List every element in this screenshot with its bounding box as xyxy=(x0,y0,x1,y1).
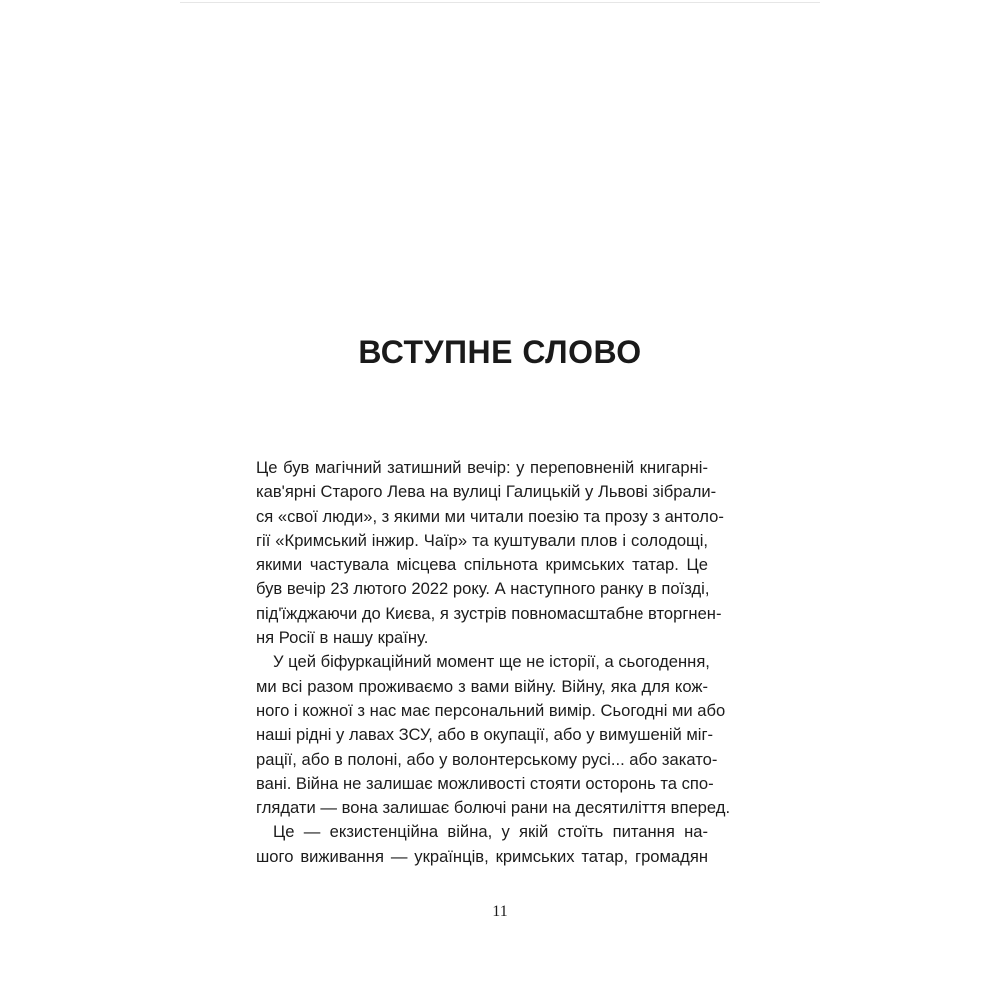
text-line: Це був магічний затишний вечір: у переповненій книгарні- xyxy=(256,458,708,477)
text-line: гії «Кримський інжир. Чаїр» та куштували плов і солодощі, xyxy=(256,530,708,550)
text-line: був вечір 23 лютого 2022 року. А наступного ранку в поїзді, xyxy=(256,579,710,599)
text-line: якими частувала місцева спільнота кримських татар. Це xyxy=(256,555,708,575)
top-divider xyxy=(180,2,820,3)
text-line: глядати — вона залишає болючі рани на десятиліття вперед. xyxy=(256,798,731,818)
text-line: ми всі разом проживаємо з вами війну. Війну, яка для кож- xyxy=(256,676,708,696)
text-line: Це — екзистенційна війна, у якій стоїть питання на- xyxy=(273,822,708,842)
text-line: ся «свої люди», з якими ми читали поезію та прозу з антоло- xyxy=(256,506,724,526)
text-line: під'їжджаючи до Києва, я зустрів повномасштабне вторгнен- xyxy=(256,603,722,623)
text-line: ня Росії в нашу країну. xyxy=(256,628,429,648)
text-line: вані. Війна не залишає можливості стояти осторонь та спо- xyxy=(256,773,714,793)
text-line: У цей біфуркаційний момент ще не історії, а сьогодення, xyxy=(273,652,710,672)
page-number: 11 xyxy=(492,903,508,920)
text-line: кав'ярні Старого Лева на вулиці Галицькій у Львові зібрали- xyxy=(256,482,717,502)
chapter-title: ВСТУПНЕ СЛОВО xyxy=(358,334,642,370)
text-line: наші рідні у лавах ЗСУ, або в окупації, або у вимушеній міг- xyxy=(256,725,714,745)
text-line: рації, або в полоні, або у волонтерському русі... або закато- xyxy=(256,749,718,769)
text-line: шого виживання — українців, кримських татар, громадян xyxy=(256,846,708,866)
body-text xyxy=(256,456,731,869)
text-line: ного і кожної з нас має персональний вимір. Сьогодні ми або xyxy=(256,700,726,720)
